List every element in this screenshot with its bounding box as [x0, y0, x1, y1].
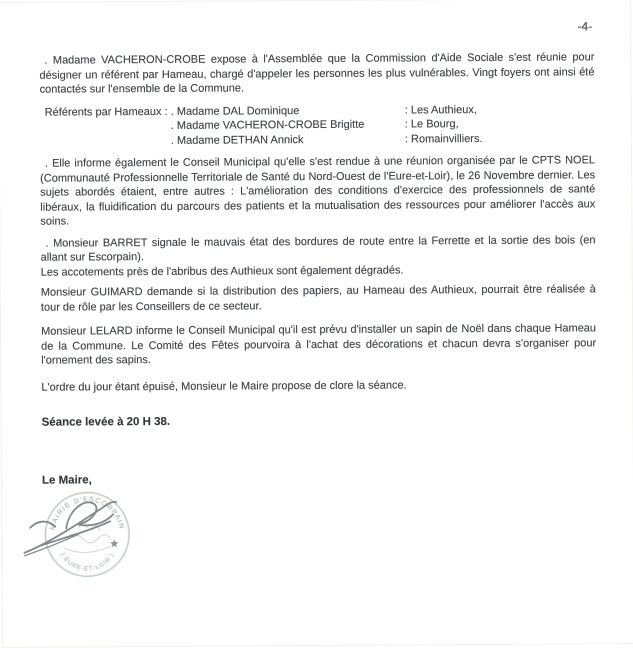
referent-place: : Le Bourg,: [404, 118, 459, 131]
paragraph-guimard: Monsieur GUIMARD demande si la distribution des papiers, au Hameau des Authieux, pourrait être réalisée à tour de rôle par les Conseillers de ce secteur.: [40, 283, 596, 314]
signature-stroke: [24, 502, 116, 553]
referent-row: [171, 131, 595, 148]
paragraph-vacheron-crobe: . Madame VACHERON-CROBE expose à l'Assemblée que la Commission d'Aide Sociale s'est réunie pour désigner un référent par Hameau, chargé d'appeler les personnes les plus vulnérables. Vingt foyers ont ainsi été contactés sur l'ensemble de la Commune.: [39, 51, 595, 96]
signature-and-stamp: [20, 486, 221, 611]
official-stamp: [45, 492, 130, 577]
seance-levee-text: Séance levée à 20 H 38.: [41, 415, 171, 429]
paragraph-cloture: L'ordre du jour étant épuisé, Monsieur le Maire propose de clore la séance.: [41, 378, 407, 394]
stamp-outer-circle: [45, 492, 130, 577]
referents-rows: [171, 102, 595, 148]
signature-stroke: [24, 534, 78, 555]
stamp-star: ★: [109, 538, 120, 551]
referents-label: Référents par Hameaux :: [44, 105, 168, 119]
signature-stamp-svg: [20, 486, 221, 611]
referent-place: : Les Authieux,: [404, 103, 477, 116]
paragraph-accotements: Les accotements près de l'abribus des Authieux sont également dégradés.: [40, 263, 404, 279]
referents-block: [40, 102, 595, 149]
le-maire-label: Le Maire,: [41, 474, 92, 487]
paragraph-cpts-noel: . Elle informe également le Conseil Municipal qu'elle s'est rendue à une réunion organisée par le CPTS NOEL (Communauté Professionnelle Territoriale de Santé du Nord-Ouest de l'Eure-et-Loir), le 26 Novembre dernier. Les sujets abordés étaient, entre autres : L'amélioration des conditions d'exercice des professionnels de santé libéraux, la fluidification du parcours des patients et la mutualisation des ressources pour améliorer l'accès aux soins.: [40, 154, 596, 228]
signature: [24, 502, 116, 556]
stamp-top-text: MAIRIE D'ESCORPAIN: [49, 496, 125, 531]
page-number: -4-: [577, 19, 593, 34]
referent-name: . Madame DAL Dominique: [170, 104, 300, 118]
stamp-inner-circle: [46, 493, 128, 575]
referent-name: . Madame VACHERON-CROBE Brigitte: [170, 118, 365, 132]
referent-name: . Madame DETHAN Annick: [170, 133, 304, 147]
paragraph-lelard: Monsieur LELARD informe le Conseil Municipal qu'il est prévu d'installer un sapin de Noël dans chaque Hameau de la Commune. Le Comité des Fêtes pourvoira à l'achat des décorations et chacun devra s'organiser pour l'ornement des sapins.: [41, 322, 597, 367]
stamp-bottom-text: ( EURE-ET-LOIR ): [59, 552, 116, 573]
referent-place: : Romainvilliers.: [404, 132, 483, 145]
paragraph-barret: . Monsieur BARRET signale le mauvais état des bordures de route entre la Ferrette et la sortie des bois (en allant sur Escorpain).: [40, 233, 596, 264]
